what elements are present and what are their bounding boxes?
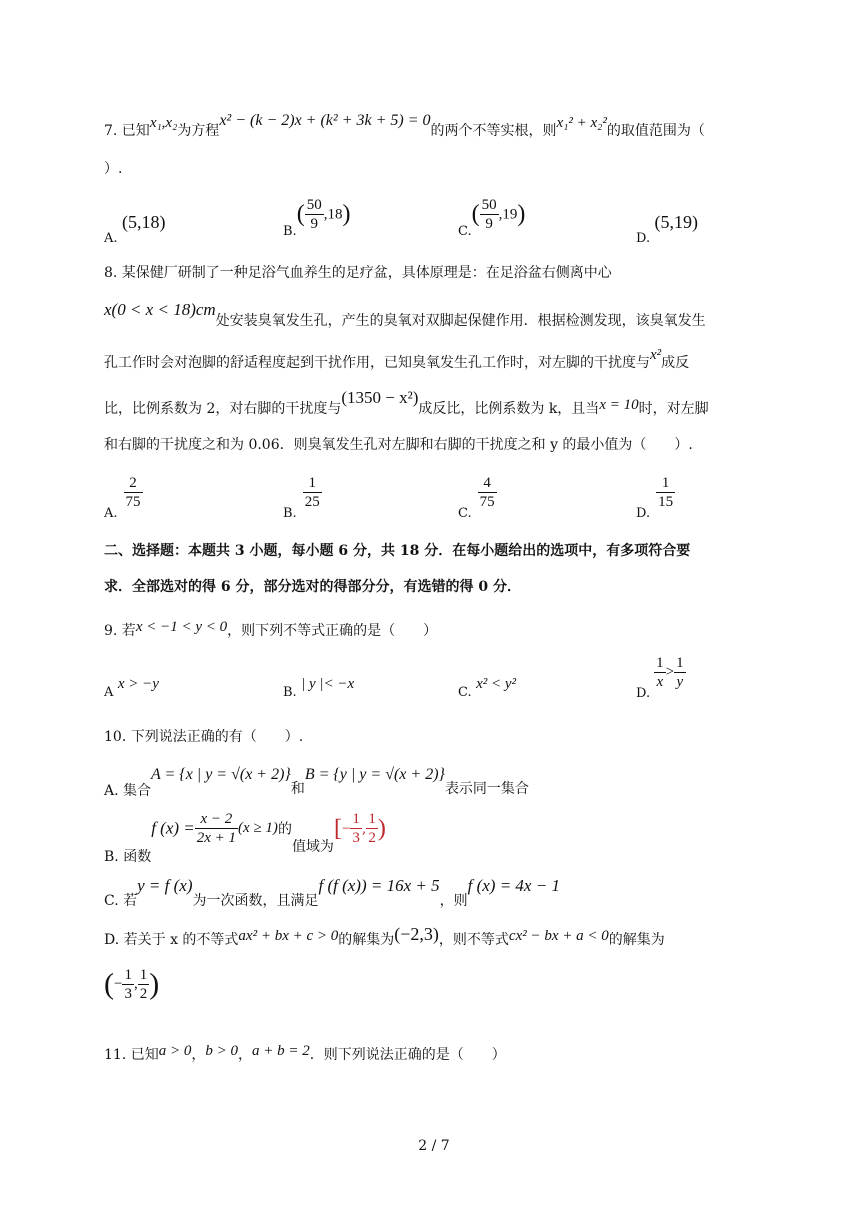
q8-option-b-label: B.: [283, 505, 297, 521]
q7-option-b-label: B.: [283, 223, 297, 239]
q7-equation: x² − (k − 2)x + (k² + 3k + 5) = 0: [219, 112, 431, 129]
q9-d-l-den: x: [656, 674, 664, 690]
q10-c-eq: f (f (x)) = 16x + 5: [318, 876, 440, 895]
q8-c-den: 75: [479, 494, 495, 510]
q8-option-c-fraction: [478, 474, 497, 511]
q7-option-c-fraction: [480, 196, 499, 233]
q11-cond-1: a > 0: [158, 1043, 192, 1059]
q10-a-label: A. 集合: [104, 783, 152, 799]
q10-b-r2: [366, 810, 378, 847]
q10-a-and: 和: [290, 781, 305, 797]
q8-option-c-label: C.: [458, 505, 472, 521]
q10-d-ineq2: cx² − bx + a < 0: [508, 928, 609, 944]
q7-option-b: B.( $\frac{50}{9}$ ,18): [283, 197, 351, 239]
question-10-stem: [104, 726, 303, 746]
q7-b-den: 9: [310, 216, 318, 232]
q10-c-then: ，则: [439, 893, 468, 909]
q10-stem: 10. 下列说法正确的有（ ）.: [104, 729, 304, 745]
question-8-line-1: [104, 262, 612, 282]
q9-option-b-value: | y |< −x: [301, 676, 355, 692]
q8-option-d-fraction: [656, 474, 675, 511]
question-7-line-1: [104, 112, 705, 140]
q10-b-r2-num: 1: [368, 811, 376, 827]
q10-b-label: B. 函数: [104, 848, 152, 865]
q10-b-r1-den: 3: [352, 830, 360, 846]
q10-option-b: [104, 810, 386, 865]
q9-d-left-fraction: [654, 654, 666, 691]
q10-b-f: f (x) =: [151, 818, 195, 838]
q9-stem-a: 9. 若: [104, 623, 136, 639]
question-11-stem: 11. 已知a > 0，b > 0，a + b = 2．则下列说法正确的是（ ）: [104, 1043, 506, 1063]
q9-d-right-fraction: [674, 654, 686, 691]
q8-line-5-text: 和右脚的干扰度之和为 0.06．则臭氧发生孔对左脚和右脚的干扰度之和 y 的最小值为（ ）.: [104, 437, 693, 453]
q8-d-num: 1: [656, 474, 675, 493]
section-2-heading-line-2: [104, 576, 521, 596]
q10-b-mid: 的: [277, 821, 292, 838]
q8-line-4-math2: x = 10: [599, 397, 639, 413]
q10-d-mid: 的解集为: [338, 932, 395, 948]
q10-a-tail: 表示同一集合: [444, 781, 529, 797]
q8-line-4b: 成反比，比例系数为 k，且当: [418, 401, 600, 417]
q8-line-2-text: 处安装臭氧发生孔，产生的臭氧对双脚起保健作用．根据检测发现，该臭氧发生: [215, 313, 706, 329]
q10-option-c: [104, 876, 560, 909]
q8-b-den: 25: [304, 494, 320, 510]
q11-cond-3: a + b = 2: [251, 1043, 310, 1059]
q7-stem-d: 的取值范围为（: [606, 123, 705, 139]
q7-stem-a: 7. 已知: [104, 123, 150, 139]
q8-option-a-fraction: [124, 474, 143, 511]
q7-option-c-label: C.: [458, 223, 472, 239]
q10-d-r1-den: 3: [124, 986, 132, 1002]
q9-option-c-label: C.: [458, 685, 472, 700]
q9-option-a: [104, 676, 159, 700]
q7-c-num: 50: [481, 197, 497, 213]
q7-stem-e: ）.: [104, 161, 123, 177]
q7-stem-c: 的两个不等实根，则: [430, 123, 557, 139]
q7-option-d-label: D.: [636, 231, 651, 246]
q10-d-tail: 的解集为: [608, 932, 665, 948]
q10-b-range: [− $\frac{1}{3}$ , $\frac{1}{2}$ ): [333, 811, 386, 846]
q7-b-tail: ,18: [323, 206, 343, 223]
q10-b-tail: 值域为: [291, 838, 334, 855]
q8-option-b-fraction: [303, 474, 322, 511]
q10-d-r1-num: 1: [124, 967, 132, 983]
q10-option-a: [104, 762, 529, 799]
q8-option-c: [458, 474, 497, 521]
question-9-stem: [104, 620, 437, 640]
q9-option-c-value: x² < y²: [476, 676, 517, 692]
q8-option-d: [636, 474, 675, 521]
q7-option-c: C.( $\frac{50}{9}$ ,19): [458, 197, 526, 239]
q11-stem-a: 11. 已知: [104, 1047, 159, 1063]
q9-option-a-label: A: [104, 685, 114, 700]
q8-a-den: 75: [125, 494, 141, 510]
q9-option-d: [636, 654, 686, 701]
question-8-line-4: [104, 388, 709, 418]
q8-range: x(0 < x < 18)cm: [104, 300, 216, 319]
q7-b-num: 50: [306, 197, 322, 213]
q10-d-label: D. 若关于 x 的不等式: [104, 932, 239, 948]
q8-option-b: [283, 474, 322, 521]
q7-c-den: 9: [485, 216, 493, 232]
q9-d-l-num: 1: [656, 655, 664, 671]
q10-a-set2: B = {y | y = √(x + 2)}: [304, 766, 445, 783]
q10-b-r2-den: 2: [368, 830, 376, 846]
q7-option-d: [636, 212, 699, 246]
q8-a-num: 2: [124, 474, 143, 493]
q7-option-a: [104, 212, 166, 246]
q8-line-4a: 比，比例系数为 2，对右脚的干扰度与: [104, 401, 342, 417]
question-8-line-3: [104, 347, 690, 372]
q10-b-neg: −: [341, 820, 351, 837]
q8-line-3b: 成反: [661, 355, 690, 371]
q7-option-b-fraction: [305, 196, 324, 233]
question-8-line-5: [104, 434, 693, 454]
q9-option-b-label: B.: [283, 685, 297, 700]
q8-line-3a: 孔工作时会对泡脚的舒适程度起到干扰作用，已知臭氧发生孔工作时，对左脚的干扰度与: [104, 355, 650, 371]
q10-c-label: C. 若: [104, 893, 138, 909]
q7-target: x₁² + x₂²: [556, 115, 607, 131]
q8-option-a: [104, 474, 143, 521]
q9-option-a-value: x > −y: [117, 676, 159, 692]
section-2-line-2-text: 求．全部选对的得 6 分，部分选对的得部分分，有选错的得 0 分．: [104, 579, 521, 595]
q8-line-1-text: 8. 某保健厂研制了一种足浴气血养生的足疗盆，具体原理是：在足浴盆右侧离中心: [104, 265, 612, 281]
q7-c-tail: ,19: [498, 206, 518, 223]
q10-option-d-answer: (− $\frac{1}{3}$ , $\frac{1}{2}$ ): [104, 967, 160, 1002]
q7-stem-b: 为方程: [177, 123, 220, 139]
q8-c-num: 4: [478, 474, 497, 493]
q9-option-c: [458, 676, 517, 700]
q10-d-set: (−2,3): [394, 924, 439, 944]
q10-d-r1: [122, 966, 134, 1003]
q9-condition: x < −1 < y < 0: [135, 619, 228, 635]
q10-d-r2-den: 2: [139, 986, 148, 1002]
section-2-line-1-text: 二、选择题：本题共 3 小题，每小题 6 分，共 18 分．在每小题给出的选项中，有多项符合要: [104, 543, 691, 559]
question-7-line-2: [104, 158, 122, 178]
q10-d-r2-num: 1: [139, 967, 148, 983]
q7-option-a-label: A.: [104, 231, 118, 246]
question-8-line-2: [104, 300, 706, 329]
q11-cond-2: b > 0: [205, 1043, 238, 1059]
q8-option-d-label: D.: [636, 505, 651, 521]
q8-b-num: 1: [303, 474, 322, 493]
q10-b-r1: [350, 810, 362, 847]
q9-option-d-label: D.: [636, 685, 651, 701]
q8-line-4-math: (1350 − x²): [341, 388, 419, 407]
section-2-heading-line-1: [104, 540, 690, 560]
q7-option-d-value: (5,19): [654, 212, 699, 232]
q10-b-cond: (x ≥ 1): [238, 820, 278, 836]
q8-line-3-math: x²: [650, 347, 662, 363]
q10-b-r1-num: 1: [352, 811, 360, 827]
q10-c-ans: f (x) = 4x − 1: [467, 876, 560, 895]
q10-d-ineq: ax² + bx + c > 0: [238, 928, 339, 944]
q10-d-mid2: ，则不等式: [438, 932, 509, 948]
page-number: [0, 1138, 868, 1154]
q7-vars: x₁,x₂: [149, 115, 178, 131]
q8-line-4c: 时，对左脚: [638, 401, 709, 417]
q8-option-a-label: A.: [104, 505, 118, 521]
page-number-text: 2 / 7: [418, 1138, 450, 1154]
q9-d-op: >: [665, 664, 675, 680]
q10-b-num: x − 2: [195, 810, 238, 829]
q10-b-den: 2x + 1: [196, 830, 237, 846]
q10-b-fraction: [195, 810, 238, 847]
q8-d-den: 15: [658, 494, 674, 510]
q11-stem-b: ．则下列说法正确的是（ ）: [309, 1047, 506, 1063]
q10-a-set1: A = {x | y = √(x + 2)}: [151, 766, 291, 783]
q10-c-mid: 为一次函数，且满足: [192, 893, 319, 909]
q10-c-f: y = f (x): [137, 876, 193, 895]
q9-d-r-num: 1: [676, 655, 684, 671]
q9-stem-b: ，则下列不等式正确的是（ ）: [227, 623, 438, 639]
q9-d-r-den: y: [676, 674, 684, 690]
q10-d-r2: [138, 966, 150, 1003]
q9-option-b: [283, 676, 355, 700]
q7-option-a-value: (5,18): [121, 212, 166, 232]
q10-option-d: [104, 924, 665, 949]
